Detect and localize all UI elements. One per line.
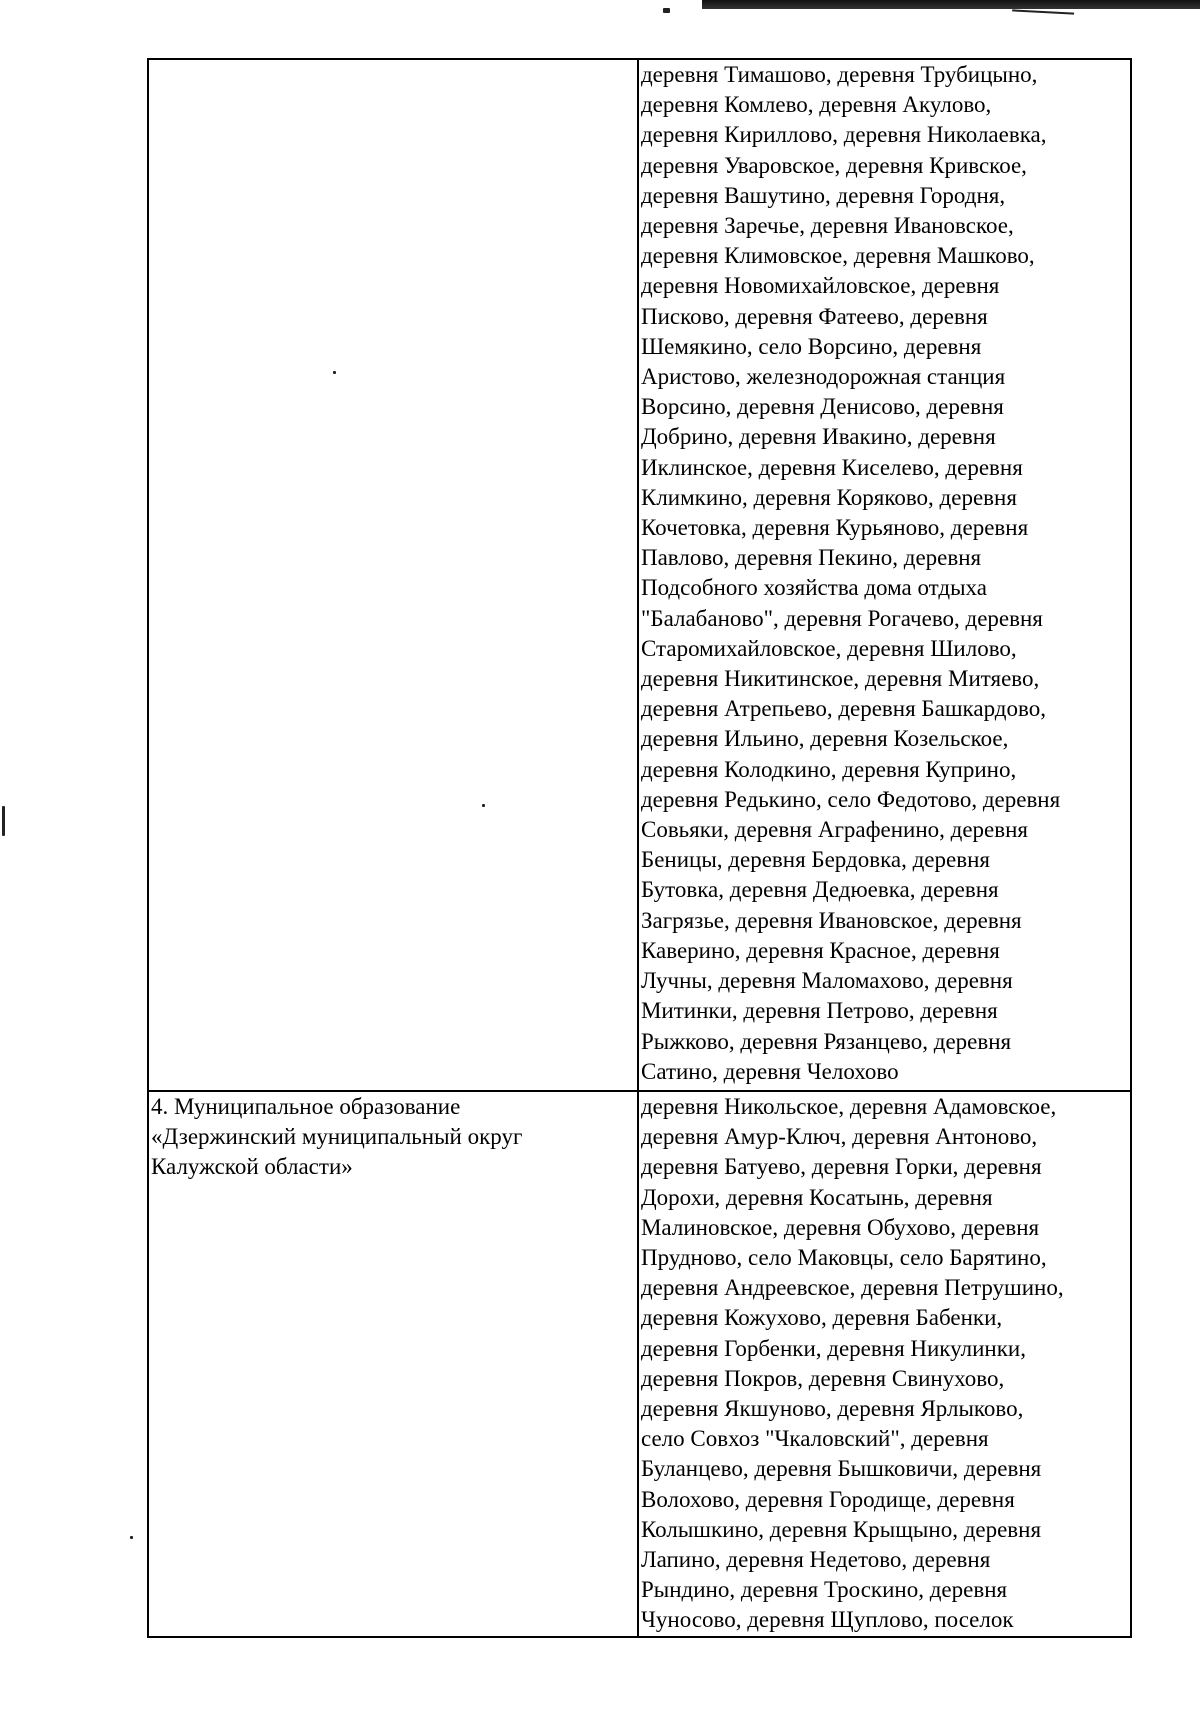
scan-speck [130, 1536, 133, 1539]
settlements-line: Беницы, деревня Бердовка, деревня [640, 847, 990, 873]
settlements-line: деревня Кириллово, деревня Николаевка, [640, 122, 1047, 148]
settlements-line: Колышкино, деревня Крыщыно, деревня [640, 1516, 1042, 1542]
settlements-line: Иклинское, деревня Киселево, деревня [640, 454, 1023, 480]
settlements-line: деревня Климовское, деревня Машково, [640, 243, 1035, 269]
settlements-line: Лапино, деревня Недетово, деревня [640, 1547, 991, 1573]
table-row [148, 59, 1131, 1091]
settlements-line: Писково, деревня Фатеево, деревня [640, 303, 988, 329]
settlements-line: деревня Колодкино, деревня Куприно, [640, 756, 1017, 782]
settlements-line: деревня Никольское, деревня Адамовское, [640, 1094, 1057, 1119]
settlements-line: Кочетовка, деревня Курьяново, деревня [640, 515, 1029, 541]
settlements-line: деревня Тимашово, деревня Трубицыно, [640, 62, 1038, 87]
settlements-line: деревня Батуево, деревня Горки, деревня [640, 1154, 1042, 1180]
settlements-line: Буланцево, деревня Бышковичи, деревня [640, 1456, 1042, 1482]
scan-speck [2, 806, 5, 836]
settlements-line: Бутовка, деревня Дедюевка, деревня [640, 877, 999, 903]
municipality-cell [148, 1091, 638, 1637]
settlements-line: село Совхоз "Чкаловский", деревня [640, 1426, 989, 1452]
settlements-line: "Балабаново", деревня Рогачево, деревня [640, 605, 1043, 631]
settlements-line: Климкино, деревня Коряково, деревня [640, 484, 1017, 510]
settlements-line: Павлово, деревня Пекино, деревня [640, 545, 982, 571]
settlements-line: деревня Горбенки, деревня Никулинки, [640, 1335, 1026, 1361]
settlements-line: деревня Никитинское, деревня Митяево, [640, 666, 1040, 692]
settlements-line: Совьяки, деревня Аграфенино, деревня [640, 817, 1029, 843]
municipality-line: Калужской области» [151, 1154, 353, 1180]
settlements-line: деревня Вашутино, деревня Городня, [640, 182, 1006, 208]
settlements-line: Подсобного хозяйства дома отдыха [640, 575, 987, 601]
settlements-line: Сатино, деревня Челохово [640, 1058, 899, 1084]
settlements-line: Малиновское, деревня Обухово, деревня [640, 1214, 1040, 1240]
settlements-line: деревня Кожухово, деревня Бабенки, [640, 1305, 1003, 1331]
municipality-cell [148, 59, 638, 1091]
settlements-line: деревня Якшуново, деревня Ярлыково, [640, 1396, 1024, 1422]
table-row [148, 1091, 1131, 1637]
settlements-line: Лучны, деревня Маломахово, деревня [640, 968, 1013, 994]
settlements-line: Чуносово, деревня Щуплово, поселок [640, 1607, 1014, 1633]
settlements-cell [638, 1091, 1131, 1637]
settlements-line: деревня Новомихайловское, деревня [640, 273, 1000, 299]
settlements-line: деревня Комлево, деревня Акулово, [640, 92, 992, 118]
scan-mark-artifact [1012, 9, 1074, 19]
settlements-line: Старомихайловское, деревня Шилово, [640, 635, 1017, 661]
settlements-line: Загрязье, деревня Ивановское, деревня [640, 907, 1022, 933]
settlements-line: деревня Андреевское, деревня Петрушино, [640, 1275, 1064, 1301]
municipality-line: «Дзержинский муниципальный округ [151, 1124, 523, 1150]
settlements-line: Рындино, деревня Троскино, деревня [640, 1577, 1008, 1603]
settlements-line: Шемякино, село Ворсино, деревня [640, 333, 982, 359]
settlements-line: деревня Амур-Ключ, деревня Антоново, [640, 1124, 1038, 1150]
settlements-line: деревня Атрепьево, деревня Башкардово, [640, 696, 1046, 722]
settlements-cell [638, 59, 1131, 1091]
settlements-line: Митинки, деревня Петрово, деревня [640, 998, 998, 1024]
settlements-line: Волохово, деревня Городище, деревня [640, 1486, 1015, 1512]
settlements-line: Рыжково, деревня Рязанцево, деревня [640, 1028, 1012, 1054]
settlements-table [147, 58, 1132, 1638]
settlements-line: деревня Редькино, село Федотово, деревня [640, 786, 1061, 812]
settlements-line: деревня Ильино, деревня Козельское, [640, 726, 1009, 752]
municipality-line: 4. Муниципальное образование [151, 1094, 461, 1119]
settlements-line: деревня Покров, деревня Свинухово, [640, 1365, 1005, 1391]
settlements-line: Ворсино, деревня Денисово, деревня [640, 394, 1004, 420]
settlements-line: Аристово, железнодорожная станция [640, 364, 1006, 390]
settlements-line: Добрино, деревня Ивакино, деревня [640, 424, 996, 450]
scan-edge-artifact [702, 0, 1200, 9]
settlements-line: Каверино, деревня Красное, деревня [640, 937, 1000, 963]
settlements-line: Дорохи, деревня Косатынь, деревня [640, 1184, 993, 1210]
settlements-line: деревня Уваровское, деревня Кривское, [640, 152, 1027, 178]
scan-speck [663, 8, 670, 13]
settlements-line: Прудново, село Маковцы, село Барятино, [640, 1245, 1047, 1271]
settlements-line: деревня Заречье, деревня Ивановское, [640, 213, 1014, 239]
